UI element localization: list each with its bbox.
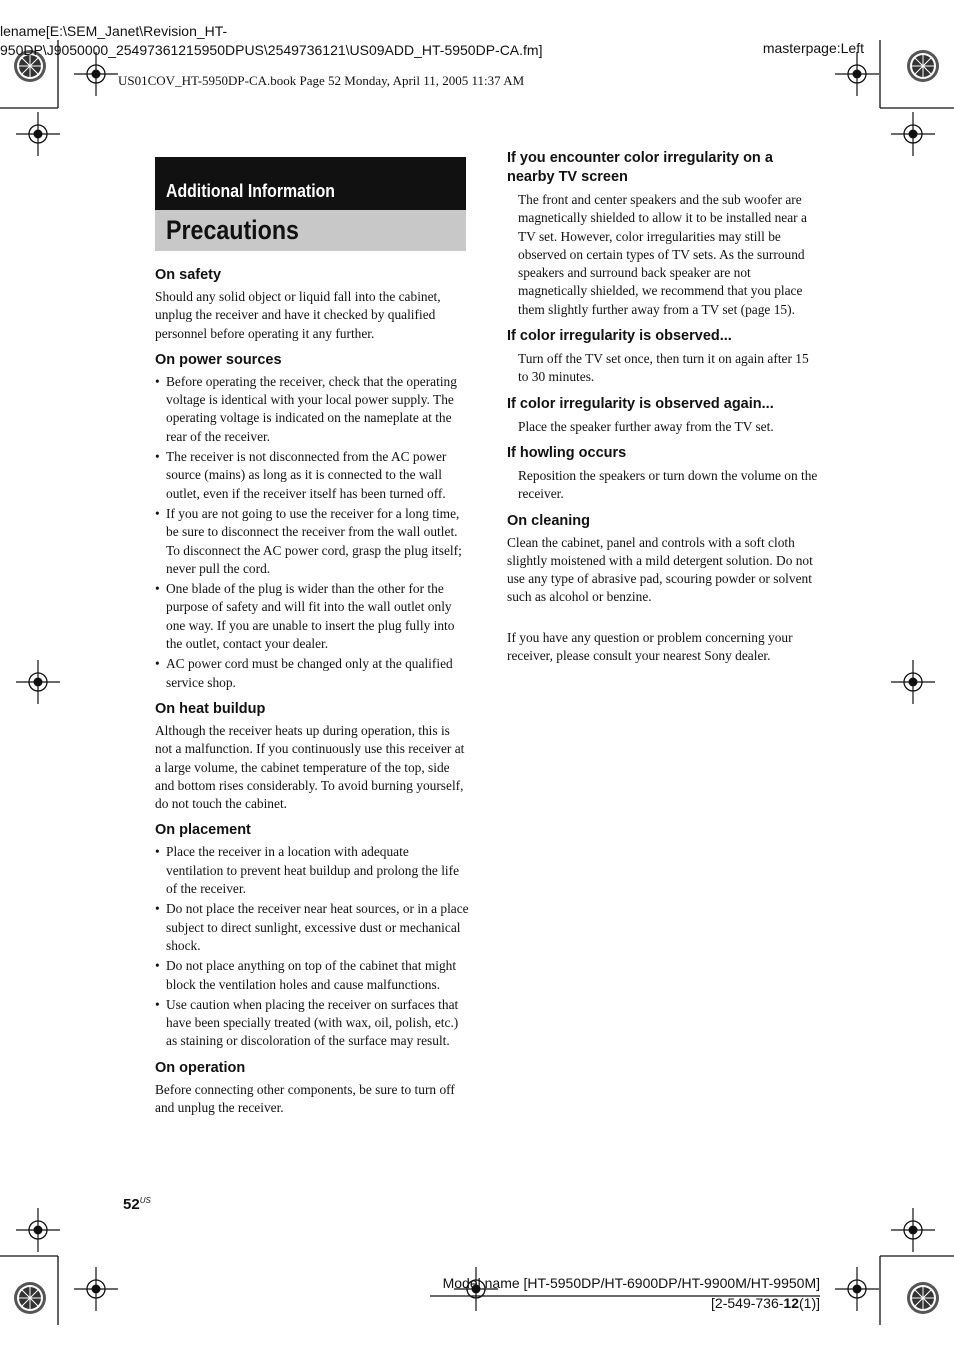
subsection-heading: If color irregularity is observed...	[507, 328, 732, 345]
crosshair-mark	[16, 660, 60, 704]
bullet-list	[155, 843, 469, 1050]
list-item: • AC power cord must be changed only at the qualified service shop.	[155, 655, 469, 692]
crosshair-mark	[891, 1208, 935, 1252]
section-text: Should any solid object or liquid fall into the cabinet, unplug the receiver and have it checked by qualified personnel before operating it any further.	[155, 289, 441, 341]
section-heat-buildup	[155, 700, 469, 813]
subsection-heading: If howling occurs	[507, 444, 627, 461]
section-observed	[507, 327, 821, 387]
section-text: Place the speaker further away from the TV set.	[518, 418, 774, 434]
masterpage-label: masterpage:Left	[762, 40, 864, 56]
section-text: Although the receiver heats up during operation, this is not a malfunction. If you continuously use this receiver at a large volume, the cabinet temperature of the top, side and bottom rises considerably. To avoid burning yourself, do not touch the cabinet.	[155, 722, 465, 812]
page-number-value: 52	[123, 1196, 140, 1213]
section-operation	[155, 1059, 469, 1118]
list-item: • Place the receiver in a location with adequate ventilation to prevent heat buildup and prolong the life of the receiver.	[155, 843, 469, 898]
page-title-bar	[155, 210, 466, 251]
list-item: • Before operating the receiver, check that the operating voltage is identical with your local power supply. The operating voltage is indicated on the nameplate at the rear of the receiver.	[155, 373, 469, 446]
crosshair-mark	[835, 52, 879, 96]
section-text: Clean the cabinet, panel and controls with a soft cloth slightly moistened with a mild detergent solution. Do not use any type of abrasive pad, scouring powder or solvent such as alcohol or benzine.	[507, 534, 813, 605]
crosshair-mark	[891, 112, 935, 156]
crosshair-mark	[891, 660, 935, 704]
crosshair-mark	[16, 1208, 60, 1252]
section-heading: On power sources	[155, 351, 282, 368]
crosshair-mark	[74, 1267, 118, 1311]
list-item: • One blade of the plug is wider than the other for the purpose of safety and will fit into the wall outlet only one way. If you are unable to insert the plug fully into the outlet, contact your dealer.	[155, 580, 469, 653]
page-number	[123, 1196, 151, 1213]
section-placement	[155, 821, 469, 1050]
section-text: Turn off the TV set once, then turn it on again after 15 to 30 minutes.	[518, 351, 809, 385]
section-text: Reposition the speakers or turn down the volume on the receiver.	[518, 467, 818, 502]
subsection-heading: If you encounter color irregularity on a nearby TV screen	[507, 150, 773, 185]
section-heading: On heat buildup	[155, 700, 266, 717]
list-item: • If you are not going to use the receiver for a long time, be sure to disconnect the receiver from the wall outlet. To disconnect the AC power cord, grasp the plug itself; never pull the cord.	[155, 505, 469, 578]
section-power-sources	[155, 351, 469, 692]
section-text: Before connecting other components, be sure to turn off and unplug the receiver.	[155, 1081, 455, 1115]
section-heading: On cleaning	[507, 512, 590, 529]
section-observed-again	[507, 395, 821, 436]
target-mark	[907, 50, 939, 82]
crosshair-mark	[16, 112, 60, 156]
left-column	[155, 266, 469, 1125]
list-item: • Do not place anything on top of the cabinet that might block the ventilation holes and cause malfunctions.	[155, 957, 469, 994]
filename-header	[0, 22, 640, 60]
book-info-line: US01COV_HT-5950DP-CA.book Page 52 Monday, April 11, 2005 11:37 AM	[118, 73, 525, 88]
list-item: • Use caution when placing the receiver on surfaces that have been specially treated (with wax, oil, polish, etc.) as staining or discoloration of the surface may result.	[155, 996, 469, 1051]
list-item: • The receiver is not disconnected from the AC power source (mains) as long as it is connected to the wall outlet, even if the receiver itself has been turned off.	[155, 448, 469, 503]
section-heading: On operation	[155, 1059, 246, 1076]
model-info	[443, 1273, 820, 1313]
page-number-suffix: US	[139, 1196, 151, 1205]
target-mark	[907, 1282, 939, 1314]
section-heading: On safety	[155, 267, 222, 283]
bullet-list	[155, 373, 469, 692]
part-number-prefix: [2-549-736-	[711, 1295, 784, 1311]
filename-line: lename[E:\SEM_Janet\Revision_HT-	[0, 23, 228, 39]
section-category-bar	[155, 157, 466, 210]
section-cleaning	[507, 512, 821, 607]
part-number-line	[443, 1293, 820, 1313]
part-number-bold: 12	[783, 1295, 799, 1311]
model-name-line: Model name [HT-5950DP/HT-6900DP/HT-9900M/HT-9950M]	[442, 1275, 820, 1291]
section-text: The front and center speakers and the sub woofer are magnetically shielded to allow it to be installed near a TV set. However, color irregularities may still be observed on certain types of TV sets. As the surround speakers and surround back speaker are not magnetically shielded, we recommend that you place them slightly further away from a TV set (page 15).	[518, 192, 807, 317]
crosshair-mark	[835, 1267, 879, 1311]
target-mark	[14, 1282, 46, 1314]
page-title: Precautions	[166, 215, 299, 245]
section-howling	[507, 444, 821, 504]
section-heading: On placement	[155, 822, 251, 839]
part-number-suffix: (1)]	[799, 1295, 820, 1311]
subsection-heading: If color irregularity is observed again...	[507, 395, 774, 412]
filename-line: 950DP\J9050000_25497361215950DPUS\2549736121\US09ADD_HT-5950DP-CA.fm]	[0, 42, 543, 58]
list-item: • Do not place the receiver near heat sources, or in a place subject to direct sunlight, excessive dust or mechanical shock.	[155, 900, 469, 955]
closing-note: If you have any question or problem concerning your receiver, please consult your nearest Sony dealer.	[507, 629, 793, 664]
section-safety	[155, 266, 469, 343]
section-category: Additional Information	[166, 181, 335, 201]
right-column	[507, 149, 821, 665]
section-color-irregularity	[507, 149, 821, 319]
